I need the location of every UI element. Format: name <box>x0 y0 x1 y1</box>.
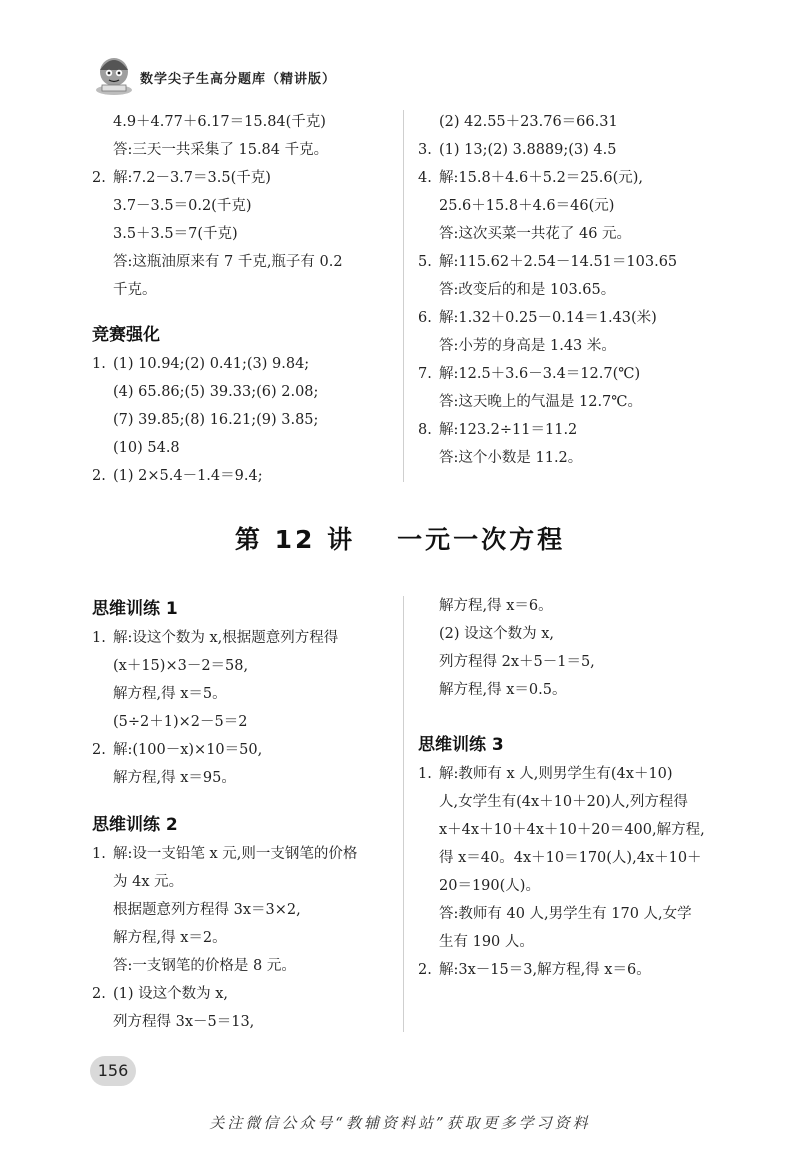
answer-line <box>418 136 728 164</box>
item-number: 1. <box>92 356 106 372</box>
item-number: 2. <box>92 468 106 484</box>
answer-line <box>92 378 397 406</box>
chapter-topic: 一元一次方程 <box>397 525 566 554</box>
chapter-lecture: 第 12 讲 <box>234 525 356 554</box>
answer-line <box>418 620 728 648</box>
answer-line <box>92 248 397 276</box>
item-number: 1. <box>418 766 432 782</box>
answer-text: 3.5＋3.5＝7(千克) <box>113 226 238 242</box>
answer-text: 答:改变后的和是 103.65。 <box>439 282 616 298</box>
answer-text: 解:3x－15＝3,解方程,得 x＝6。 <box>439 962 651 978</box>
answer-line <box>92 434 397 462</box>
answer-text: 25.6＋15.8＋4.6＝46(元) <box>439 198 615 214</box>
answer-line <box>92 276 397 304</box>
answer-text: 答:这瓶油原来有 7 千克,瓶子有 0.2 <box>113 254 343 270</box>
answer-line <box>418 360 728 388</box>
answer-text: 解:设一支铅笔 x 元,则一支钢笔的价格 <box>113 846 358 862</box>
book-title: 数学尖子生高分题库（精讲版） <box>140 72 337 87</box>
right-top-column <box>418 108 728 472</box>
answer-line <box>418 676 728 704</box>
answer-line <box>92 736 397 764</box>
answer-text: 解方程,得 x＝6。 <box>439 598 553 614</box>
competition-heading: 竞赛强化 <box>92 325 160 345</box>
answer-text: 人,女学生有(4x＋10＋20)人,列方程得 <box>439 794 688 810</box>
answer-text: 为 4x 元。 <box>113 874 184 890</box>
answer-text: 列方程得 3x－5＝13, <box>113 1014 255 1030</box>
item-number: 8. <box>418 422 432 438</box>
answer-line <box>92 868 397 896</box>
answer-text: (1) 13;(2) 3.8889;(3) 4.5 <box>439 142 617 158</box>
answer-text: 解方程,得 x＝5。 <box>113 686 227 702</box>
item-number: 5. <box>418 254 432 270</box>
answer-text: (10) 54.8 <box>113 440 180 456</box>
answer-text: 答:一支钢笔的价格是 8 元。 <box>113 958 296 974</box>
answer-line <box>92 680 397 708</box>
answer-text: (2) 42.55＋23.76＝66.31 <box>439 114 618 130</box>
answer-text: 答:小芳的身高是 1.43 米。 <box>439 338 616 354</box>
answer-text: 得 x＝40。4x＋10＝170(人),4x＋10＋ <box>439 850 702 866</box>
answer-text: 解方程,得 x＝0.5。 <box>439 682 567 698</box>
answer-line <box>418 956 728 984</box>
answer-line <box>92 164 397 192</box>
answer-line <box>418 248 728 276</box>
answer-text: x＋4x＋10＋4x＋10＋20＝400,解方程, <box>439 822 705 838</box>
answer-text: 解:7.2－3.7＝3.5(千克) <box>113 170 271 186</box>
answer-text: 生有 190 人。 <box>439 934 534 950</box>
answer-text: 解方程,得 x＝95。 <box>113 770 236 786</box>
item-number: 4. <box>418 170 432 186</box>
answer-line <box>418 816 728 844</box>
answer-text: (2) 设这个数为 x, <box>439 626 555 642</box>
answer-text: 解:115.62＋2.54－14.51＝103.65 <box>439 254 678 270</box>
answer-text: 20＝190(人)。 <box>439 878 540 894</box>
item-number: 1. <box>92 846 106 862</box>
answer-text: 答:这天晚上的气温是 12.7℃。 <box>439 394 642 410</box>
column-divider-top <box>403 110 404 482</box>
answer-line <box>92 192 397 220</box>
answer-line <box>418 648 728 676</box>
answer-text: 答:教师有 40 人,男学生有 170 人,女学 <box>439 906 692 922</box>
item-number: 2. <box>92 742 106 758</box>
answer-line <box>92 350 397 378</box>
answer-text: (7) 39.85;(8) 16.21;(9) 3.85; <box>113 412 319 428</box>
answer-text: (5÷2＋1)×2－5＝2 <box>113 714 248 730</box>
answer-text: 解:123.2÷11＝11.2 <box>439 422 578 438</box>
answer-line <box>418 220 728 248</box>
answer-line <box>92 624 397 652</box>
footer-note: 关注微信公众号“教辅资料站”获取更多学习资料 <box>209 1114 591 1132</box>
answer-text: 解:1.32＋0.25－0.14＝1.43(米) <box>439 310 657 326</box>
answer-text: (x＋15)×3－2＝58, <box>113 658 249 674</box>
answer-text: 答:这个小数是 11.2。 <box>439 450 583 466</box>
answer-text: (1) 设这个数为 x, <box>113 986 229 1002</box>
answer-line <box>418 844 728 872</box>
answer-line <box>92 764 397 792</box>
thinking2-heading: 思维训练 2 <box>92 815 178 835</box>
right-bottom-column <box>418 592 728 984</box>
answer-text: 根据题意列方程得 3x＝3×2, <box>113 902 301 918</box>
answer-line <box>418 788 728 816</box>
left-bottom-column <box>92 594 397 1036</box>
answer-text: 解方程,得 x＝2。 <box>113 930 227 946</box>
answer-line <box>92 652 397 680</box>
answer-line <box>92 462 397 490</box>
answer-text: 4.9＋4.77＋6.17＝15.84(千克) <box>113 114 326 130</box>
answer-line <box>92 1008 397 1036</box>
answer-text: (1) 10.94;(2) 0.41;(3) 9.84; <box>113 356 310 372</box>
answer-line <box>418 192 728 220</box>
item-number: 6. <box>418 310 432 326</box>
item-number: 7. <box>418 366 432 382</box>
answer-line <box>92 220 397 248</box>
mascot-logo-icon <box>92 52 136 96</box>
page-number: 156 <box>90 1056 136 1086</box>
chapter-title <box>0 520 800 556</box>
item-number: 3. <box>418 142 432 158</box>
answer-text: 解:设这个数为 x,根据题意列方程得 <box>113 630 339 646</box>
answer-line <box>418 164 728 192</box>
column-divider-bottom <box>403 596 404 1032</box>
answer-line <box>418 416 728 444</box>
answer-line <box>92 840 397 868</box>
answer-text: 解:15.8＋4.6＋5.2＝25.6(元), <box>439 170 643 186</box>
answer-text: 3.7－3.5＝0.2(千克) <box>113 198 252 214</box>
answer-text: 列方程得 2x＋5－1＝5, <box>439 654 595 670</box>
answer-text: 答:三天一共采集了 15.84 千克。 <box>113 142 329 158</box>
answer-line <box>92 108 397 136</box>
item-number: 2. <box>92 986 106 1002</box>
answer-text: 千克。 <box>113 282 157 298</box>
answer-text: (4) 65.86;(5) 39.33;(6) 2.08; <box>113 384 319 400</box>
answer-line <box>92 952 397 980</box>
answer-line <box>418 108 728 136</box>
answer-line <box>92 406 397 434</box>
left-top-column <box>92 108 397 490</box>
answer-line <box>92 980 397 1008</box>
answer-line <box>418 444 728 472</box>
page-header <box>92 52 512 100</box>
answer-line <box>418 900 728 928</box>
answer-line <box>92 708 397 736</box>
answer-line <box>418 760 728 788</box>
answer-line <box>92 924 397 952</box>
item-number: 1. <box>92 630 106 646</box>
answer-line <box>418 872 728 900</box>
thinking1-heading: 思维训练 1 <box>92 599 178 619</box>
item-number: 2. <box>92 170 106 186</box>
answer-text: 答:这次买菜一共花了 46 元。 <box>439 226 632 242</box>
thinking3-heading: 思维训练 3 <box>418 735 504 755</box>
answer-line <box>92 136 397 164</box>
answer-line <box>418 928 728 956</box>
answer-text: 解:教师有 x 人,则男学生有(4x＋10) <box>439 766 673 782</box>
item-number: 2. <box>418 962 432 978</box>
answer-line <box>418 332 728 360</box>
answer-line <box>92 896 397 924</box>
answer-line <box>418 592 728 620</box>
answer-text: 解:(100－x)×10＝50, <box>113 742 263 758</box>
answer-line <box>418 304 728 332</box>
answer-line <box>418 276 728 304</box>
answer-line <box>418 388 728 416</box>
answer-text: 解:12.5＋3.6－3.4＝12.7(℃) <box>439 366 641 382</box>
answer-text: (1) 2×5.4－1.4＝9.4; <box>113 468 263 484</box>
